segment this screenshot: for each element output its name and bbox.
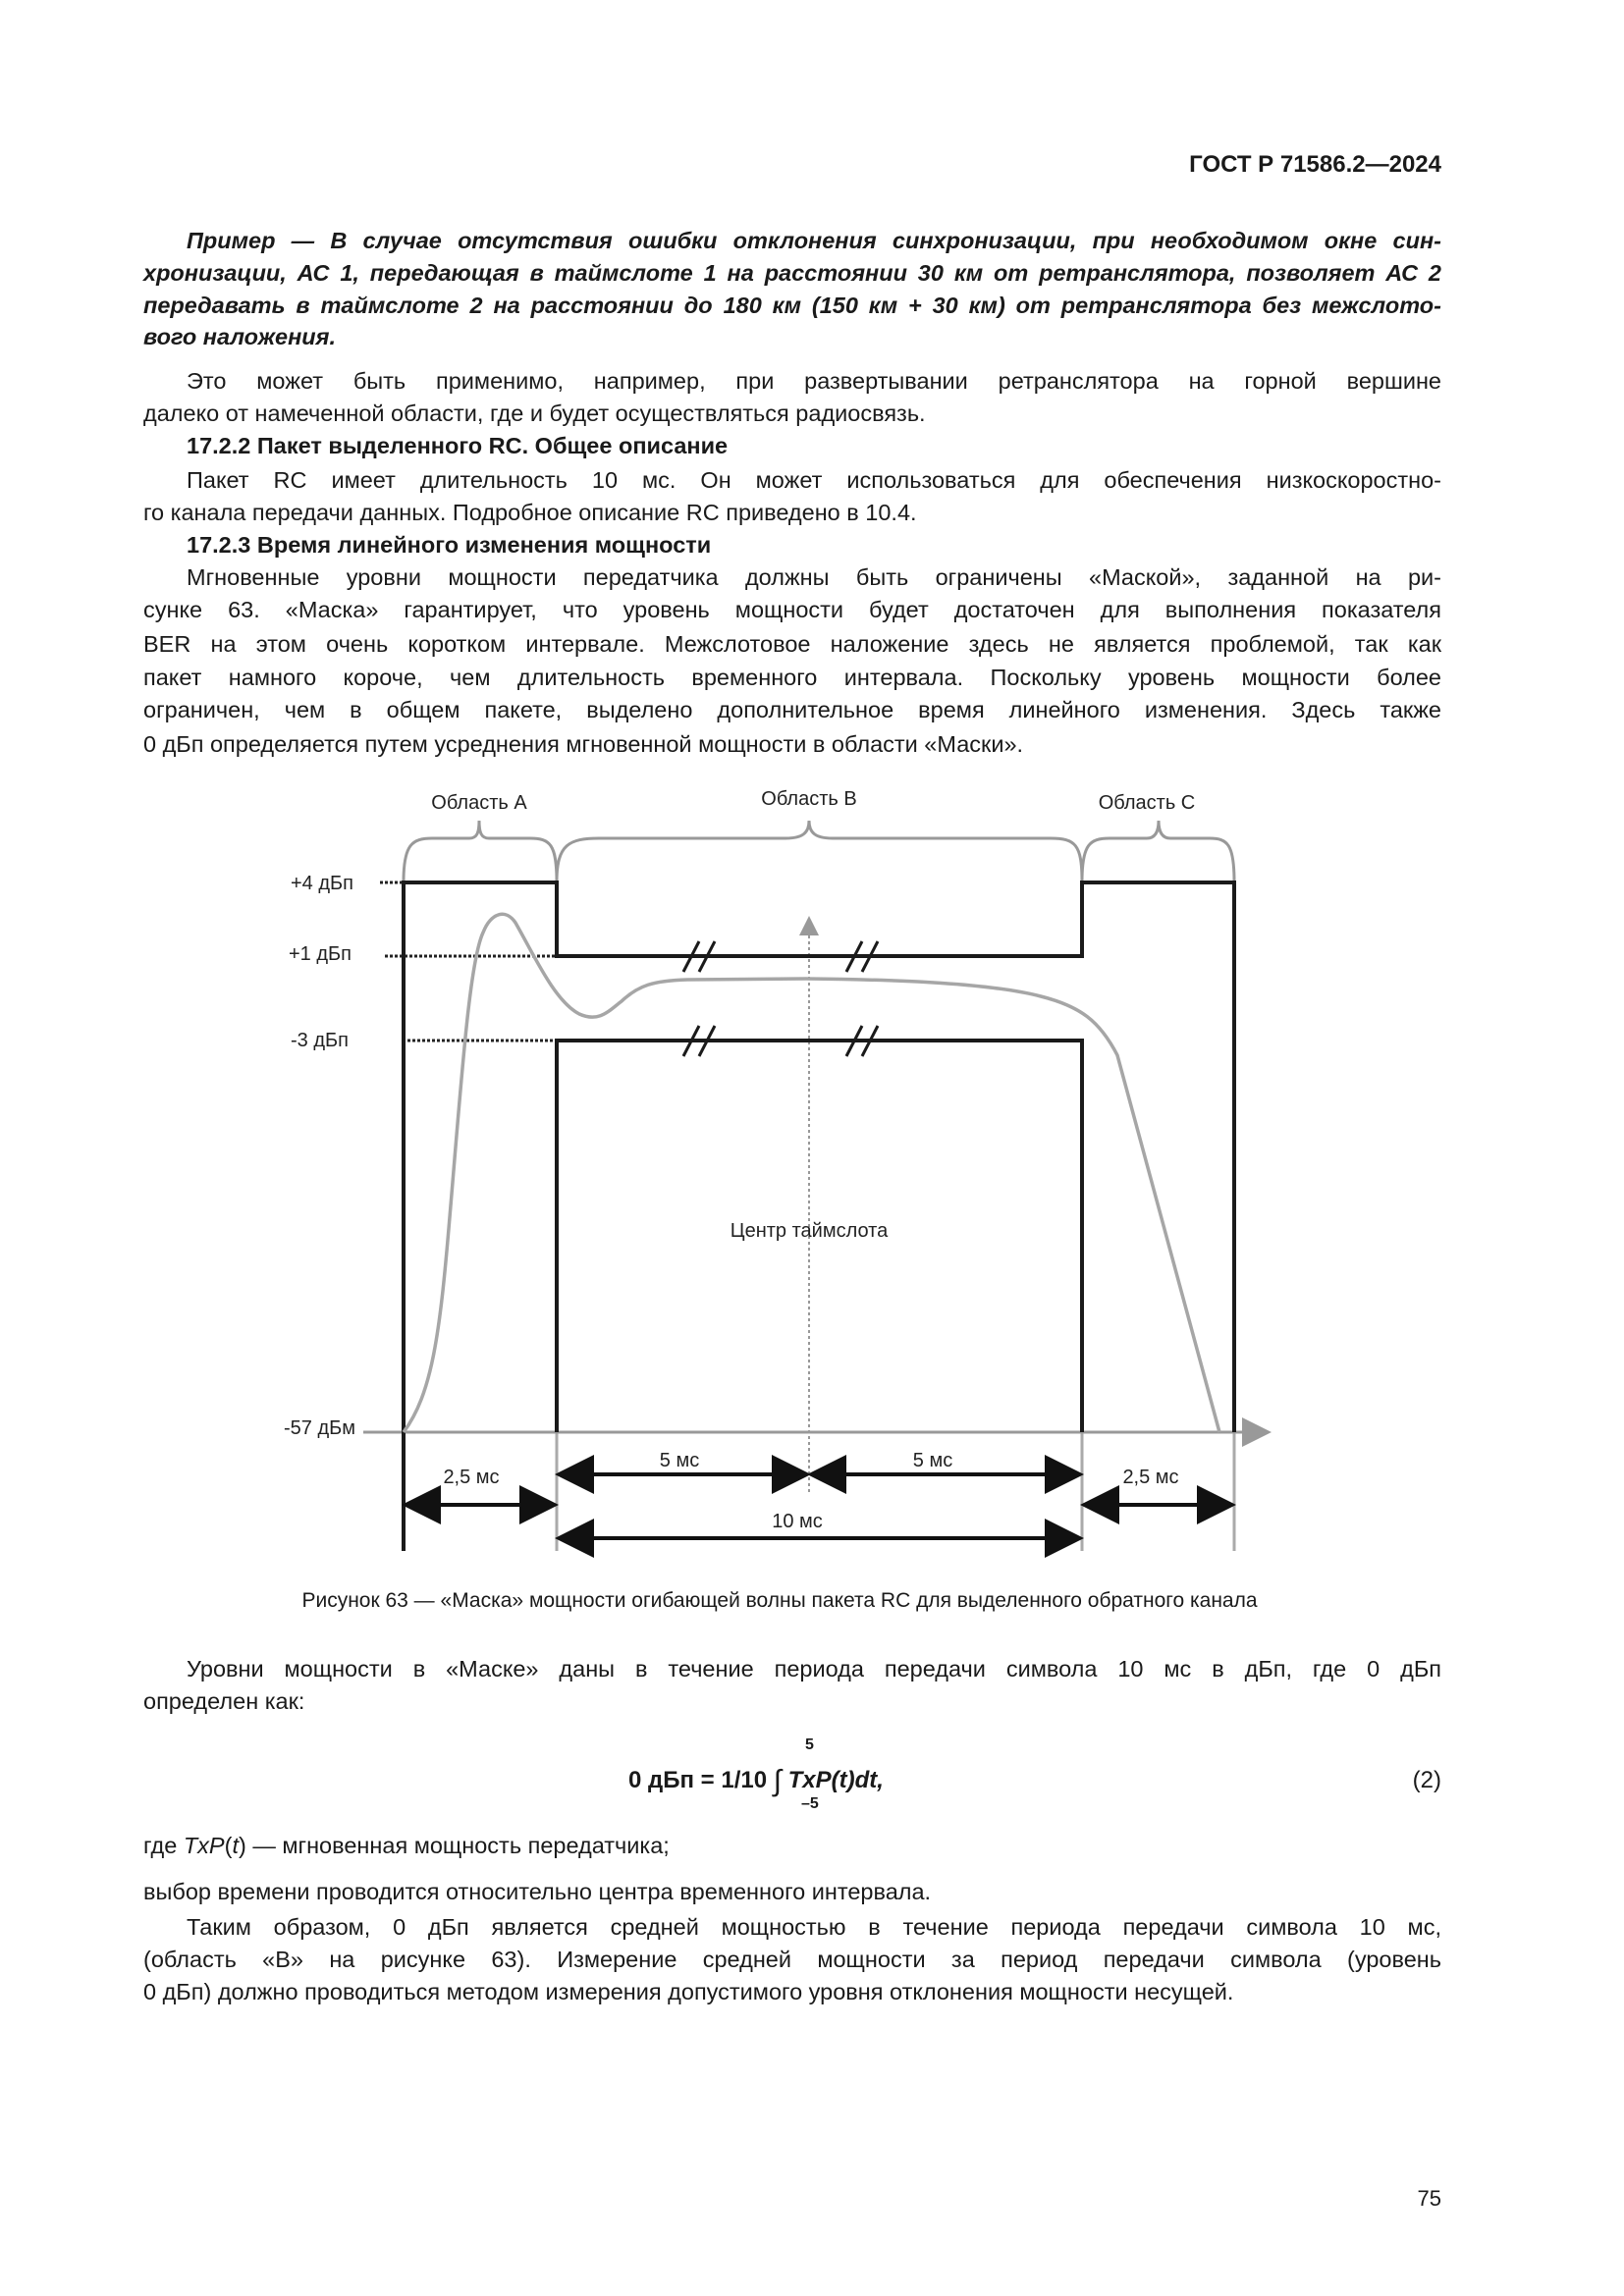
region-c-label: Область С [1098,792,1196,814]
region-braces [404,821,1234,881]
paragraph-line: Уровни мощности в «Маске» даны в течение периода передачи символа 10 мс в дБп, где 0 дБп [187,1656,1441,1682]
duration-label-total: 10 мс [772,1511,823,1532]
integral-sign: ∫ [773,1765,782,1797]
document-id: ГОСТ Р 71586.2—2024 [1189,151,1441,178]
level-label-plus4: +4 дБп [291,873,353,894]
formula-lhs: 0 дБп = 1/10 [628,1767,768,1793]
integral-lower-limit: –5 [801,1795,819,1812]
paragraph-line: ограничен, чем в общем пакете, выделено дополнительное время линейного изменения. Здесь также [143,697,1441,722]
where-term: TxP [183,1833,225,1858]
paragraph-line: BER на этом очень коротком интервале. Межслотовое наложение здесь не является проблемой, так как [143,631,1441,657]
where-line: где TxP(t) — мгновенная мощность передатчика; [143,1833,670,1858]
region-b-label: Область В [761,788,857,810]
paragraph-line: (область «В» на рисунке 63). Измерение средней мощности за период передачи символа (уровень [143,1947,1441,1972]
paragraph-line: определен как: [143,1688,305,1714]
paragraph-line: 0 дБп определяется путем усреднения мгновенной мощности в области «Маски». [143,731,1024,757]
section-heading-17-2-3: 17.2.3 Время линейного изменения мощности [187,532,712,558]
paragraph-line: Это может быть применимо, например, при развертывании ретранслятора на горной вершине [187,368,1441,394]
example-line: передавать в таймслоте 2 на расстоянии до 180 км (150 км + 30 км) от ретранслятора без межслото- [143,293,1441,318]
page-number: 75 [1417,2186,1441,2211]
power-mask [404,882,1234,1551]
paragraph-line: Пакет RC имеет длительность 10 мс. Он может использоваться для обеспечения низкоскоростно- [187,467,1441,493]
integral-upper-limit: 5 [805,1736,814,1753]
region-a-label: Область А [431,792,527,814]
paragraph-line: Таким образом, 0 дБп является средней мощностью в течение периода передачи символа 10 мс, [187,1914,1441,1940]
paragraph-line: 0 дБп) должно проводиться методом измерения допустимого уровня отклонения мощности несущей. [143,1979,1234,2004]
guide-lines [557,1432,1234,1551]
where-prefix: где [143,1833,184,1858]
duration-label-region-c: 2,5 мс [1122,1467,1179,1488]
formula [628,1736,884,1812]
equation-number: (2) [1412,1767,1441,1793]
example-line: хронизации, АС 1, передающая в таймслоте 1 на расстоянии 30 км от ретранслятора, позволяет АС 2 [143,260,1441,286]
timeslot-center-label: Центр таймслота [730,1220,889,1242]
paragraph-line: выбор времени проводится относительно центра временного интервала. [143,1879,932,1904]
figure-caption: Рисунок 63 — «Маска» мощности огибающей волны пакета RC для выделенного обратного канала [301,1589,1258,1612]
level-label-minus3: -3 дБп [291,1030,349,1051]
level-label-plus1: +1 дБп [289,943,352,965]
duration-label-5ms-right: 5 мс [912,1450,953,1471]
paragraph-line: сунке 63. «Маска» гарантирует, что уровень мощности будет достаточен для выполнения показателя [143,597,1441,622]
duration-label-5ms-left: 5 мс [659,1450,700,1471]
paragraph-line: далеко от намеченной области, где и будет осуществляться радиосвязь. [143,400,926,426]
section-heading-17-2-2: 17.2.2 Пакет выделенного RC. Общее описание [187,433,729,458]
formula-body: TxP(t)dt, [787,1767,884,1793]
example-line: Пример — В случае отсутствия ошибки отклонения синхронизации, при необходимом окне син- [187,228,1441,253]
level-label-minus57: -57 дБм [284,1417,356,1439]
paragraph-line: пакет намного короче, чем длительность временного интервала. Поскольку уровень мощности более [143,665,1441,690]
example-line: вого наложения. [143,324,336,349]
duration-label-region-a: 2,5 мс [443,1467,500,1488]
paragraph-line: Мгновенные уровни мощности передатчика должны быть ограничены «Маской», заданной на ри- [187,564,1441,590]
envelope-curve [404,914,1219,1432]
paragraph-line: го канала передачи данных. Подробное описание RC приведено в 10.4. [143,500,917,525]
where-text: — мгновенная мощность передатчика; [245,1833,670,1858]
